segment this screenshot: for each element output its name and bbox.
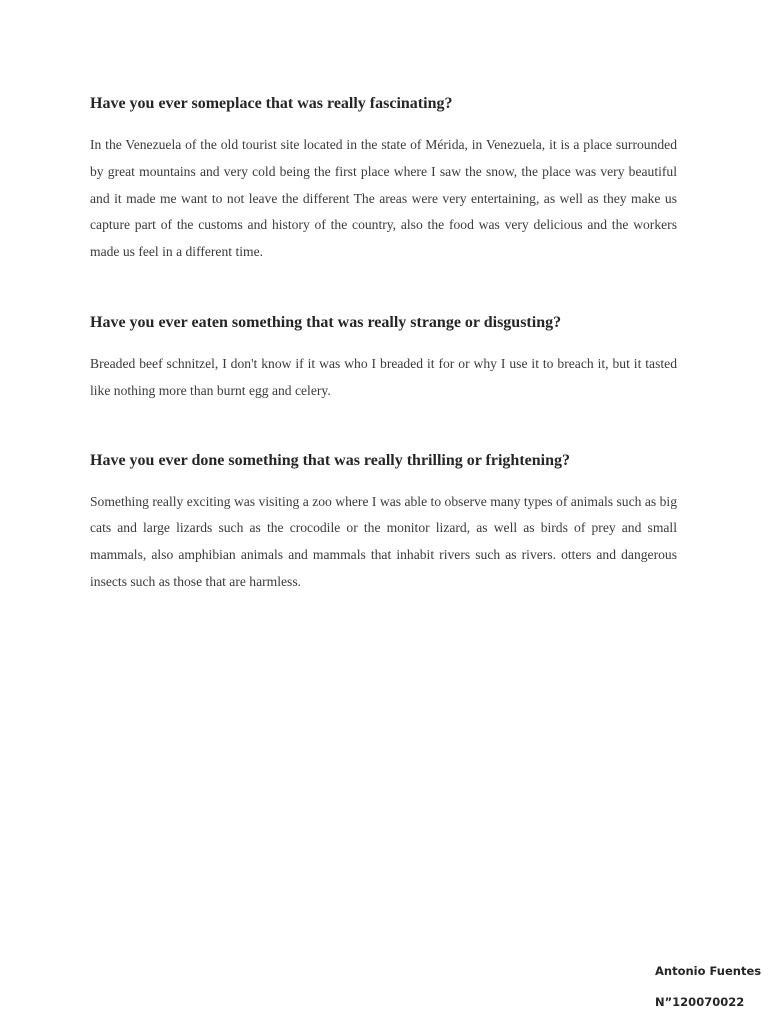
section-heading: Have you ever done something that was really thrilling or frightening? xyxy=(90,451,570,469)
section-thrilling-experience xyxy=(90,451,677,596)
section-heading: Have you ever someplace that was really fascinating? xyxy=(90,95,453,112)
author-name: Antonio Fuentes xyxy=(655,964,762,978)
section-paragraph: Breaded beef schnitzel, I don't know if it was who I breaded it for or why I use it to breach it, but it tasted like nothing more than burnt egg and celery. xyxy=(90,355,677,398)
document-body xyxy=(90,88,677,596)
section-fascinating-place xyxy=(90,94,677,266)
section-heading: Have you ever eaten something that was really strange or disgusting? xyxy=(90,313,562,331)
section-paragraph: In the Venezuela of the old tourist site located in the state of Mérida, in Venezuela, it is a place surrounded by great mountains and very cold being the first place where I saw the snow, the place was very beautiful and it made me want to not leave the different The areas were very entertaining, as well as they make us capture part of the customs and history of the country, also the food was very delicious and the workers made us feel in a different time. xyxy=(90,137,677,260)
section-strange-food xyxy=(90,313,677,405)
student-id: N”120070022 xyxy=(655,995,745,1009)
section-paragraph: Something really exciting was visiting a zoo where I was able to observe many types of animals such as big cats and large lizards such as the crocodile or the monitor lizard, as well as birds of prey and small mammals, also amphibian animals and mammals that inhabit rivers such as rivers. otters and dangerous insects such as those that are harmless. xyxy=(90,493,677,589)
